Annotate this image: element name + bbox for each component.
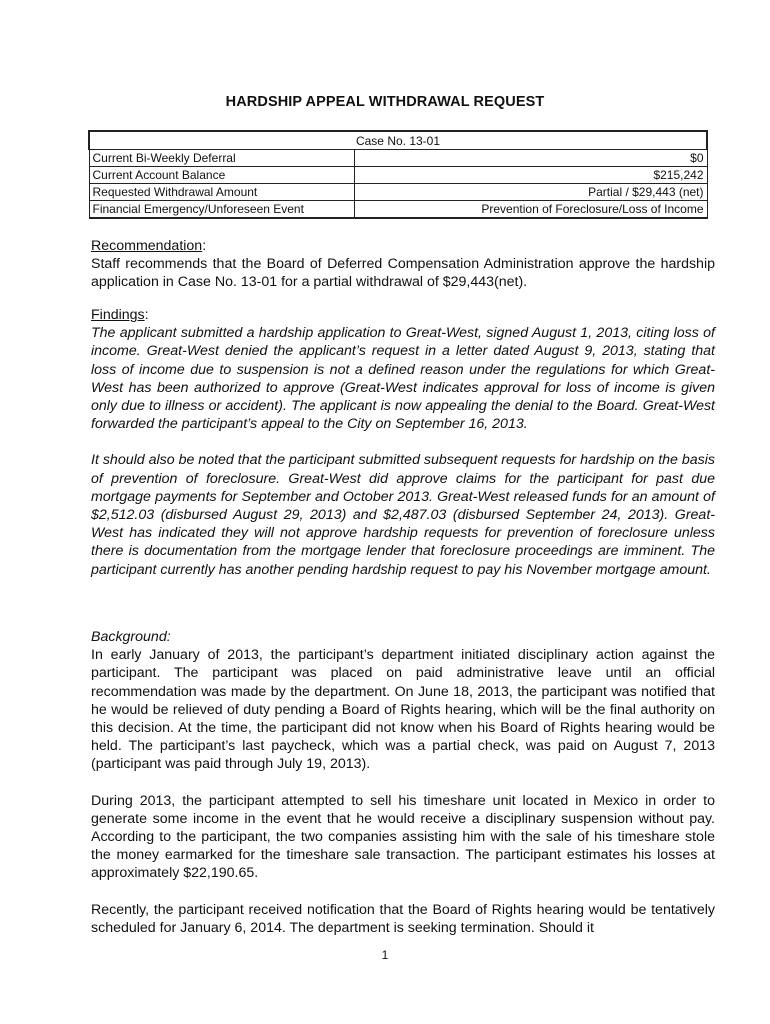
background-paragraph: In early January of 2013, the participant’s department initiated disciplinary action against the participant. The participant was placed on paid administrative leave until an official recommendation was made by the department. On June 18, 2013, the participant was notified that he would be relieved of duty pending a Board of Rights hearing, which will be the final authority on this decision. At the time, the participant did not know when his Board of Rights hearing would be held. The participant’s last paycheck, which was a partial check, was paid on August 7, 2013 (participant was paid through July 19, 2013). [91, 647, 715, 773]
table-row [89, 167, 707, 184]
case-number: Case No. 13-01 [89, 131, 707, 150]
row-value: $0 [354, 150, 707, 167]
row-value: Prevention of Foreclosure/Loss of Income [354, 201, 707, 219]
row-label: Current Bi-Weekly Deferral [89, 150, 354, 167]
background-paragraph: Recently, the participant received notification that the Board of Rights hearing would be tentatively scheduled for January 6, 2014. The department is seeking termination. Should it [91, 901, 715, 936]
recommendation-text: Staff recommends that the Board of Deferred Compensation Administration approve the hardship application in Case No. 13-01 for a partial withdrawal of $29,443(net). [91, 256, 715, 291]
background-heading: Background: [91, 629, 171, 645]
findings-section: Findings: The applicant submitted a hardship application to Great-West, signed August 1, 2013, citing loss of income. Great-West denied the applicant’s request in a letter dated August 9, 2013, stating that loss of income due to suspension is not a defined reason under the regulations for which Great-West has been authorized to approve (Great-West indicates approval for loss of income is given only due to illness or accident). The applicant is now appealing the denial to the Board. Great-West forwarded the participant’s appeal to the City on September 16, 2013. It should also be noted that the participant submitted subsequent requests for hardship on the basis of prevention of foreclosure. Great-West did approve claims for the participant for past due mortgage payments for September and October 2013. Great-West released funds for an amount of $2,512.03 (disbursed August 29, 2013) and $2,487.03 (disbursed September 24, 2013). Great-West has indicated they will not approve hardship requests for prevention of foreclosure unless there is documentation from the mortgage lender that foreclosure proceedings are imminent. The participant currently has another pending hardship request to pay his November mortgage amount. [91, 307, 715, 578]
row-label: Requested Withdrawal Amount [89, 184, 354, 201]
row-label: Current Account Balance [89, 167, 354, 184]
table-row [89, 184, 707, 201]
findings-paragraph: It should also be noted that the participant submitted subsequent requests for hardship on the basis of prevention of foreclosure. Great-West did approve claims for the participant for past due mortgage payments for September and October 2013. Great-West released funds for an amount of $2,512.03 (disbursed August 29, 2013) and $2,487.03 (disbursed September 24, 2013). Great-West has indicated they will not approve hardship requests for prevention of foreclosure unless there is documentation from the mortgage lender that foreclosure proceedings are imminent. The participant currently has another pending hardship request to pay his November mortgage amount. [91, 452, 715, 578]
case-summary-table [88, 130, 708, 219]
case-number-row [89, 131, 707, 150]
page-number: 1 [381, 948, 389, 962]
background-section [91, 628, 715, 937]
recommendation-section: Recommendation: Staff recommends that the Board of Deferred Compensation Administration approve the hardship application in Case No. 13-01 for a partial withdrawal of $29,443(net). [91, 238, 715, 291]
row-value: $215,242 [354, 167, 707, 184]
recommendation-heading: Recommendation [91, 238, 203, 254]
row-label: Financial Emergency/Unforeseen Event [89, 201, 354, 219]
row-value: Partial / $29,443 (net) [354, 184, 707, 201]
findings-heading: Findings [91, 307, 145, 323]
table-row [89, 201, 707, 219]
document-title: HARDSHIP APPEAL WITHDRAWAL REQUEST [225, 94, 545, 110]
background-paragraph: During 2013, the participant attempted to sell his timeshare unit located in Mexico in order to generate some income in the event that he would receive a disciplinary suspension without pay. According to the participant, the two companies assisting him with the sale of his timeshare stole the money earmarked for the timeshare sale transaction. The participant estimates his losses at approximately $22,190.65. [91, 792, 715, 882]
findings-paragraph: The applicant submitted a hardship application to Great-West, signed August 1, 2013, citing loss of income. Great-West denied the applicant’s request in a letter dated August 9, 2013, stating that loss of income due to suspension is not a defined reason under the regulations for which Great-West has been authorized to approve (Great-West indicates approval for loss of income is given only due to illness or accident). The applicant is now appealing the denial to the Board. Great-West forwarded the participant’s appeal to the City on September 16, 2013. [91, 325, 715, 433]
table-row [89, 150, 707, 167]
